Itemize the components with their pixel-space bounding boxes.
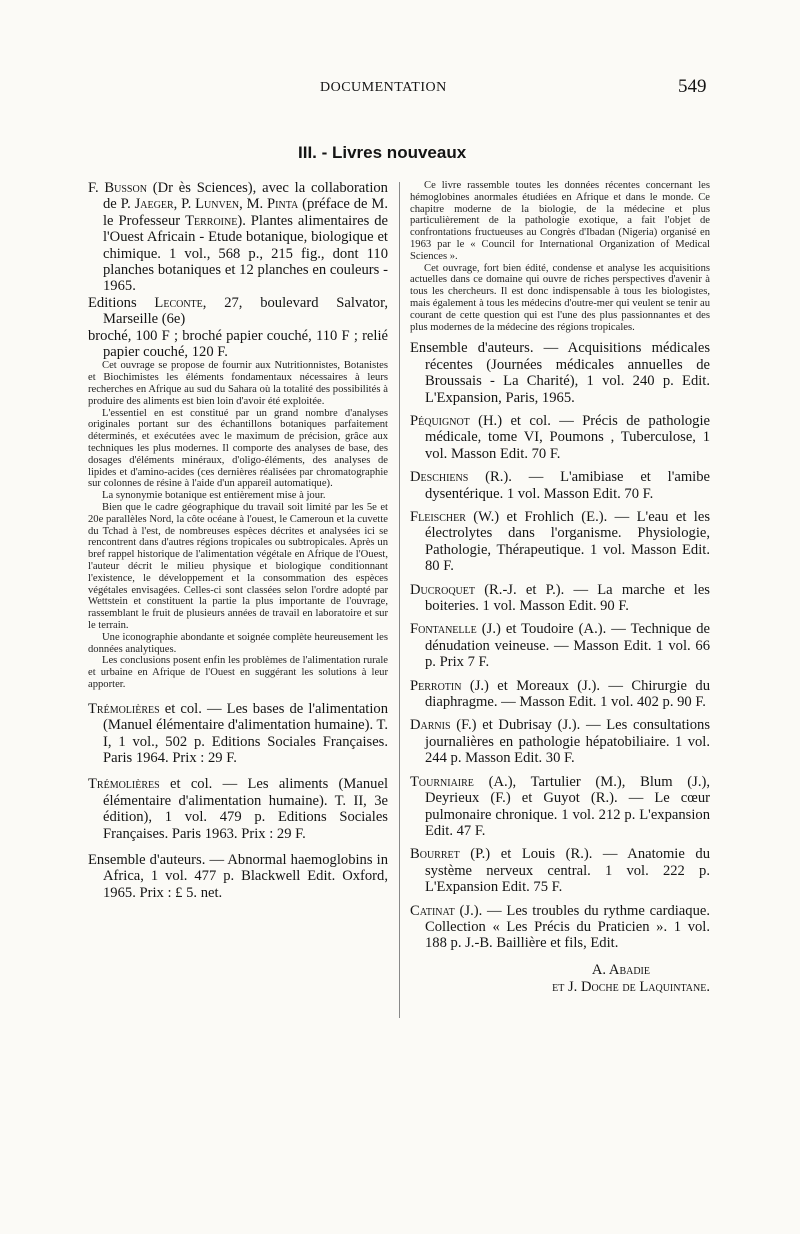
book-entry: [410, 413, 710, 462]
page-number: 549: [678, 76, 707, 97]
citation-text: (Dr ès Sciences), avec la collaboration de P.: [103, 180, 388, 213]
book-entry: [410, 717, 710, 766]
book-entry: [88, 852, 388, 901]
review-paragraph: L'essentiel en est constitué par un grand nombre d'analyses originales portant sur des échantillons botaniques parfaitement déterminés, et exécutées avec le maximum de précision, grâce aux techniques les plus modernes. Il comporte des analyses de base, des dosages d'éléments minéraux, d'oligo-éléments, des analyses de lipides et d'amino-acides (ces dernières réalisées par chromatographie sur colonnes de résine à l'aide d'un appareil automatique).: [88, 407, 388, 490]
book-entry: [410, 340, 710, 406]
book-entry: [410, 469, 710, 502]
review-paragraph: Les conclusions posent enfin les problèmes de l'alimentation rurale et urbaine en Afrique de l'Ouest en suggérant les solutions à leur apporter.: [88, 655, 388, 690]
entry-author: Tourniaire: [410, 773, 474, 790]
coauthor: Jaeger: [134, 196, 174, 213]
entry-author: Catinat: [410, 902, 455, 919]
book-entry: [410, 846, 710, 895]
signature-line-1: A. Abadie: [591, 961, 650, 978]
book-entry: [410, 774, 710, 840]
entry-text: (F.) et Dubrisay (J.). — Les consultations journalières en pathologie hépatobiliaire. 1 vol. 244 p. Masson Edit. 30 F.: [425, 717, 710, 767]
entry-author: Darnis: [410, 717, 451, 734]
entry-text: (J.). — Les troubles du rythme cardiaque. Collection « Les Précis du Praticien ». 1 vol. 188 p. J.-B. Baillière et fils, Edit.: [425, 902, 710, 952]
book-entry: [88, 701, 388, 767]
coauthor: Pinta: [267, 196, 299, 213]
entry-author: Fleischer: [410, 509, 466, 526]
coauthor: Lunven: [195, 196, 240, 213]
book-entry: [410, 509, 710, 575]
entry-author: Trémolières: [88, 700, 160, 717]
entry-author: Ducroquet: [410, 581, 475, 598]
entry-author: F. Busson: [88, 180, 147, 196]
entry-author: Trémolières: [88, 776, 160, 793]
book-entry: [410, 678, 710, 711]
running-header: DOCUMENTATION: [320, 80, 447, 95]
review-paragraph: Ce livre rassemble toutes les données récentes concernant les hémoglobines anormales étudiées en Afrique et dans le monde. Ce chapitre moderne de la biologie, de la médecine et plus particulièrement de la pathologie exotique, a fait l'objet de confrontations fructueuses au Congrès d'Ibadan (Nigeria) organisé en 1963 par le « Council for International Organization of Medical Sciences ».: [410, 180, 710, 262]
entry-text: (J.) et Moreaux (J.). — Chirurgie du diaphragme. — Masson Edit. 1 vol. 402 p. 90 F.: [425, 677, 710, 711]
citation-text: , M.: [239, 196, 268, 213]
entry-text: Ensemble d'auteurs. — Acquisitions médicales récentes (Journées médicales annuelles de Broussais - La Charité), 1 vol. 240 p. Edit. L'Expansion, Paris, 1965.: [410, 340, 710, 406]
entry-text: (R.). — L'amibiase et l'amibe dysentérique. 1 vol. Masson Edit. 70 F.: [425, 469, 710, 502]
publisher-name: Leconte: [154, 294, 203, 311]
entry-author: Péquignot: [410, 412, 470, 429]
review-paragraph: Bien que le cadre géographique du travail soit limité par les 5e et 20e parallèles Nord, la côte océane à l'ouest, le Cameroun et la cuvette du Tchad à l'est, de nombreuses espèces décrites et analysées ici se rencontrent dans d'autres régions tropicales ou subtropicales. Après un bref rappel historique de l'alimentation végétale en Afrique de l'Ouest, l'auteur décrit le milieu physique et biologique conditionnant l'existence, le développement et la consommation des espèces végétales envisagées. Celles-ci sont classées selon l'ordre adopté par Wettstein et constituent la partie la plus importante de l'ouvrage, rassemblant le fruit de plusieurs années de travail en laboratoire et sur le terrain.: [88, 502, 388, 631]
entry-text: (P.) et Louis (R.). — Anatomie du système nerveux central. 1 vol. 222 p. L'Expansion Edit. 75 F.: [425, 846, 710, 896]
coauthor: Terroine: [185, 212, 238, 229]
publisher-address: , 27, boulevard Salvator, Marseille (6e): [103, 294, 389, 328]
entry-text: (A.), Tartulier (M.), Blum (J.), Deyrieux (F.) et Guyot (R.). — Le cœur pulmonaire chronique. 1 vol. 212 p. L'expansion Edit. 47 F.: [425, 773, 710, 839]
book-entry: [410, 621, 710, 670]
review-paragraph: Une iconographie abondante et soignée complète heureusement les données analytiques.: [88, 631, 388, 655]
signature-line-2: et J. Doche de Laquintane.: [552, 978, 710, 995]
busson-citation: [88, 180, 388, 295]
entry-author: Bourret: [410, 846, 460, 863]
book-entry: [88, 776, 388, 842]
entry-text: (H.) et col. — Précis de pathologie médicale, tome VI, Poumons , Tuberculose, 1 vol. Masson Edit. 70 F.: [425, 412, 710, 462]
book-entry: [410, 582, 710, 615]
review-paragraph: Cet ouvrage se propose de fournir aux Nutritionnistes, Botanistes et Biochimistes les éléments fondamentaux nécessaires à leurs recherches en Afrique au sud du Sahara où la totalité des possibilités à produire des aliments est bien loin d'avoir été exploitée.: [88, 360, 388, 407]
entry-author: Perrotin: [410, 677, 462, 694]
review-paragraph: Cet ouvrage, fort bien édité, condense et analyse les acquisitions actuelles dans ce domaine qui ouvre de riches perspectives d'avenir à tous les chercheurs. Il est donc indispensable à tous les biologistes, mais également à tous les médecins d'outre-mer qui veulent se tenir au courant de cette question qui est l'une des plus passionnantes et des plus modernes de la médecine des régions tropicales.: [410, 262, 710, 333]
entry-text: et col. — Les bases de l'alimentation (Manuel élémentaire d'alimentation humaine). T. I, 1 vol., 502 p. Editions Sociales Françaises. Paris 1964. Prix : 29 F.: [103, 700, 388, 766]
entry-author: Deschiens: [410, 469, 469, 486]
right-column: [410, 180, 710, 996]
entry-text: Ensemble d'auteurs. — Abnormal haemoglobins in Africa, 1 vol. 477 p. Blackwell Edit. Oxford, 1965. Prix : £ 5. net.: [88, 852, 388, 901]
book-entry: [410, 903, 710, 952]
citation-text: ). Plantes alimentaires de l'Ouest Africain - Etude botanique, biologique et chimique. 1 vol., 568 p., 215 fig., dont 110 planches botaniques et 12 planches en couleurs - 1965.: [103, 212, 388, 295]
busson-price: broché, 100 F ; broché papier couché, 110 F ; relié papier couché, 120 F.: [88, 327, 388, 361]
citation-text: , P.: [173, 196, 196, 213]
busson-publisher: [88, 295, 388, 328]
citation-text: (préface de M. le Professeur: [103, 196, 388, 229]
entry-text: (R.-J. et P.). — La marche et les boiteries. 1 vol. Masson Edit. 90 F.: [425, 581, 710, 615]
entry-text: (J.) et Toudoire (A.). — Technique de dénudation veineuse. — Masson Edit. 1 vol. 66 p. Prix 7 F.: [425, 621, 710, 671]
column-divider: [399, 182, 400, 1018]
review-paragraph: La synonymie botanique est entièrement mise à jour.: [102, 490, 326, 502]
publisher-prefix: Editions: [88, 294, 155, 311]
left-column: [88, 180, 388, 901]
section-heading: III. - Livres nouveaux: [298, 143, 467, 162]
entry-author: Fontanelle: [410, 621, 477, 638]
entry-text: et col. — Les aliments (Manuel élémentaire d'alimentation humaine). T. II, 3e édition), 1 vol. 479 p. Editions Sociales Françaises. Paris 1963. Prix : 29 F.: [103, 776, 388, 842]
entry-text: (W.) et Frohlich (E.). — L'eau et les électrolytes dans l'organisme. Physiologie, Pathologie, Thérapeutique. 1 vol. Masson Edit. 80 F.: [425, 509, 710, 575]
